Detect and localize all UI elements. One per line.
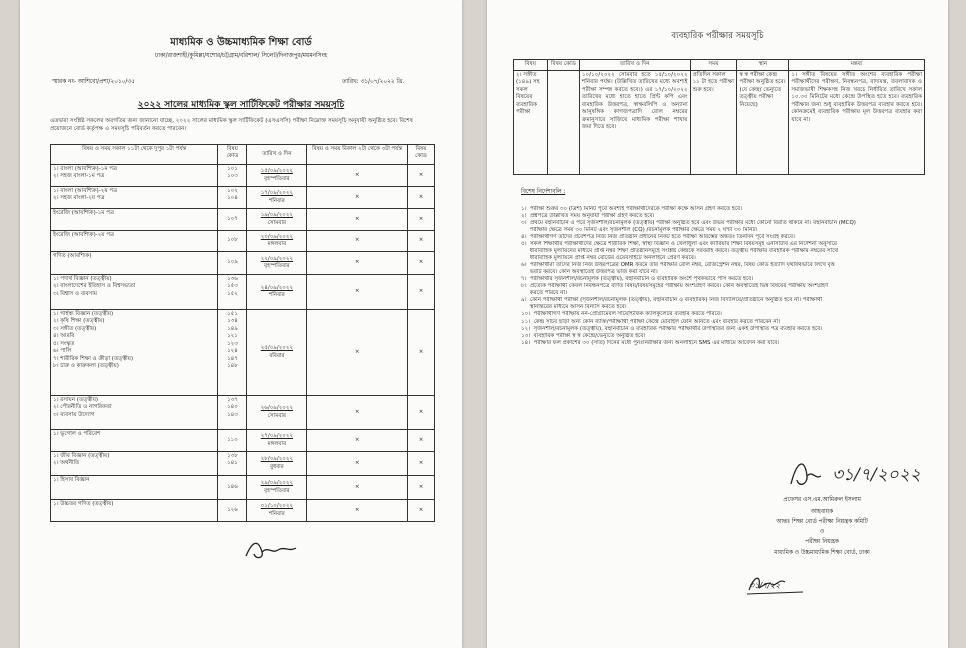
subject-name: ৭। শারীরিক শিক্ষা ও ক্রীড়া (তত্ত্বীয়) xyxy=(53,355,134,362)
instruction-line: ৭। পরীক্ষার্থীর সৃজনশীল/রচনামূলক (তত্ত্বীয়), বহুনির্বাচনি ও ব্যবহারিক অংশে পৃথকভাবে পাস করতে হবে। xyxy=(521,276,754,283)
exam-day: বুধবার xyxy=(269,463,284,470)
row-date xyxy=(247,310,307,396)
subject-name: ৫। সংস্কৃত xyxy=(53,340,75,347)
instruction-line: স্থানান্তরের মাধ্যমে আসন বিন্যাস করতে হবে। xyxy=(521,304,627,311)
signature-date: ৩১/৭/২০২২ xyxy=(832,465,921,485)
header-date: তারিখ ও দিন xyxy=(579,60,690,71)
practical-date: ১০/১০/২০২২ সোমবার হতে ১৫/১০/২০২২ শনিবার পর্যন্ত। (উল্লিখিত তারিখের মধ্যে অবশ্যই পরীক্ষা সম্পন্ন করতে হবে।) এর ১৭/১০/২০২২ তারিখের মধ্যে হাতে হাতে প্রিন্ট কপি এবং ব্যবহারিক উত্তরপত্র, স্বাক্ষরলিপি ও অন্যান্য আনুষঙ্গিক কাগজপত্রাদি রোল নম্বরের ক্রমানুসারে সাজিয়ে মাধ্যমিক পরীক্ষা শাখায় জমা দিতে হবে। xyxy=(579,70,690,174)
board-title: মাধ্যমিক ও উচ্চমাধ্যমিক শিক্ষা বোর্ড xyxy=(170,37,312,48)
afternoon-cross-mark: × xyxy=(307,430,408,452)
afternoon-cross-mark: × xyxy=(307,310,408,396)
row-subjects xyxy=(51,252,218,275)
exam-day: সোমবার xyxy=(267,219,286,226)
subject-code: ১৫১ xyxy=(227,311,238,317)
exam-date: ০১/১০/২০২২ xyxy=(260,503,294,510)
exam-day: শনিবার xyxy=(268,292,285,298)
row-codes xyxy=(218,187,247,209)
subject-code: ১০১ xyxy=(227,166,238,172)
practical-subject: ২। সঙ্গীত (১৪৯) সহ সকল বিষয়ের ব্যবহারিক পরীক্ষা xyxy=(514,70,548,174)
exam-day: মঙ্গলবার xyxy=(267,241,287,247)
row-codes xyxy=(218,231,247,252)
signatory-role-2: আন্তঃ শিক্ষা বোর্ড পরীক্ষা নিয়ন্ত্রক কমিটি xyxy=(776,519,868,525)
schedule-row xyxy=(51,209,435,231)
instruction-line: ৯। কোন পরীক্ষার্থী পরীক্ষা (সৃজনশীল/রচনামূলক (তত্ত্বীয়), বহুনির্বাচনি ও ব্যবহারিক) নিজ বিদ্যালয়ে/প্রতিষ্ঠানে অনুষ্ঠিত হবে না। পরীক্ষার্থী xyxy=(521,297,823,304)
afternoon-cross-mark: × xyxy=(307,452,408,476)
schedule-row xyxy=(51,310,435,396)
practical-table xyxy=(513,59,925,175)
row-date xyxy=(247,452,307,476)
exam-date: ২৪/০৯/২০২২ xyxy=(260,284,294,291)
subject-code: ১৩৬ xyxy=(227,276,238,282)
row-codes xyxy=(218,452,247,476)
afternoon-code-cross-mark: × xyxy=(408,209,435,231)
row-subjects xyxy=(51,430,218,452)
subject-name: ১। বাংলা (আবশ্যিক)-২য় পত্র xyxy=(53,188,118,194)
subject-code: ১২৩ xyxy=(227,340,238,347)
header-code: বিষয় কোড xyxy=(218,145,247,165)
instruction-line: ১২। সৃজনশীল/রচনামূলক (তত্ত্বীয়), বহুনির্বাচনি ও ব্যবহারিক পরীক্ষায় পরীক্ষার্থীর উপস্থিতির জন্য একই উপস্থিতি পত্র ব্যবহার করতে হবে। xyxy=(521,325,823,332)
exam-date: ২০/০৯/২০২২ xyxy=(260,233,294,240)
afternoon-cross-mark: × xyxy=(307,275,408,310)
row-subjects xyxy=(51,396,218,430)
header-time: সময় xyxy=(690,60,737,71)
instruction-line: ধারাবাহিক মূল্যায়নে প্রাপ্ত নম্বর বোর্ডের ওয়েবসাইটে অনলাইনে প্রেরণ করবে। xyxy=(521,255,696,262)
practical-place: স্ব স্ব পরীক্ষা কেন্দ্র পরীক্ষা অনুষ্ঠিত হবে। (যে কেন্দ্র/ ভেন্যুতে তত্ত্বীয় পরীক্ষা নিয়েছে) xyxy=(737,70,789,174)
row-codes xyxy=(218,430,247,452)
row-date xyxy=(247,187,307,209)
schedule-row xyxy=(51,500,435,522)
header-place: স্থান xyxy=(737,60,789,71)
signatory-role-4: পরীক্ষা নিয়ন্ত্রক xyxy=(805,539,839,545)
intro-paragraph: এতদ্বারা সংশ্লিষ্ট সকলের অবগতির জন্য জানানো যাচ্ছে, ২০২২ সালের মাধ্যমিক স্কুল সার্টিফিকেট (এসএসসি) পরীক্ষা নিম্নোক্ত সময়সূচি অনুযায়ী অনুষ্ঠিত হবে। বিশেষ প্রয়োজনে বোর্ড কর্তৃপক্ষ এ সময়সূচি পরিবর্তন করতে পারবেন। xyxy=(50,118,413,132)
schedule-row xyxy=(51,396,435,430)
schedule-row xyxy=(51,231,435,252)
subject-name: ৩। বিশ্বাস ও ব্যবসায় xyxy=(53,290,98,297)
instruction-line: পরীক্ষার ক্ষেত্রে সময় ৩০ মিনিট এবং সৃজনশীল (CQ) /রচনামূলক পরীক্ষার ক্ষেত্রে সময় ২ ঘণ্টা ৩০ মিনিট। xyxy=(521,227,758,234)
subject-code: ১০২ xyxy=(227,188,238,194)
instruction-line: ১৩। ব্যবহারিক পরীক্ষা স্ব স্ব কেন্দ্রে/ভেন্যুতে অনুষ্ঠিত হবে। xyxy=(521,332,646,339)
subject-code: ১১০ xyxy=(227,436,238,443)
afternoon-code-cross-mark: × xyxy=(408,187,435,209)
instruction-line: ৫। সকল শিক্ষার্থীর পরীক্ষার্থীদের ক্ষেত্রে শারীরিক শিক্ষা, স্বাস্থ্য বিজ্ঞান ও খেলাধুলা এবং ক্যারিয়ার শিক্ষা বিষয়সমূহ এনসিটিবি এর নির্দেশনা অনুসারে xyxy=(521,241,837,248)
afternoon-code-cross-mark: × xyxy=(408,476,435,500)
header-code-2: বিষয় কোড xyxy=(408,145,435,165)
subject-name: ইংরেজি (আবশ্যিক)-১ম পত্র xyxy=(53,210,114,216)
row-subjects xyxy=(51,500,218,522)
bottom-initial-date: ৩১/৭/২২ xyxy=(749,581,781,590)
instruction-line: ভরাট করবে। কোন অবস্থাতেই উত্তরপত্র ভাঁজ করা যাবে না। xyxy=(521,269,658,276)
header-code: বিষয় কোড xyxy=(547,60,579,71)
instruction-line: ১১। কেন্দ্র সচিব ছাড়া অন্য কোন ব্যক্তি/পরীক্ষার্থী পরীক্ষা কেন্দ্রে মোবাইল ফোন আনতে এবং ব্যবহার করতে পারবেন না। xyxy=(521,318,781,325)
subject-name: ২। অর্থনীতি xyxy=(53,460,80,467)
signatory-name: প্রফেসর এস.এম.আমিরুল ইসলাম xyxy=(783,497,861,503)
row-date xyxy=(247,430,307,452)
schedule-row xyxy=(51,165,435,187)
afternoon-code-cross-mark: × xyxy=(408,231,435,252)
row-date xyxy=(247,165,307,187)
subject-code: ১৪৭ xyxy=(227,355,238,362)
subject-code: ১০৯ xyxy=(227,259,238,266)
exam-day: শনিবার xyxy=(268,510,285,517)
subject-name: ১। রসায়ন (তত্ত্বীয়) xyxy=(53,397,99,403)
subject-code: ১৪০ xyxy=(227,404,238,411)
schedule-row xyxy=(51,430,435,452)
exam-date: ২৭/০৯/২০২২ xyxy=(260,433,294,440)
theory-schedule-table xyxy=(50,144,435,522)
subject-code: ১৩৪ xyxy=(227,318,238,325)
instruction-line: ৬। পরীক্ষার্থীরা তাদের নিজ নিজ উত্তরপত্রের OMR ফরমে তার পরীক্ষার রোল নম্বর, রেজিস্ট্রেশন নম্বর, বিষয় কোড ইত্যাদি যথাযথভাবে লিখে বৃত্ত xyxy=(521,262,835,269)
exam-day: রবিবার xyxy=(269,352,285,359)
subject-name: ১। গার্হস্থ্য বিজ্ঞান (তত্ত্বীয়) xyxy=(53,311,114,317)
schedule-row xyxy=(51,252,435,275)
exam-date: ২৮/০৯/২০২২ xyxy=(260,456,294,463)
instruction-line: ১০। পরীক্ষার্থীগণ পরীক্ষায় নন-প্রোগ্রামেবল সায়েন্টিফিক ক্যালকুলেটর ব্যবহার করতে পারবে। xyxy=(521,311,722,318)
exam-date: ২৬/০৯/২০২২ xyxy=(260,405,294,412)
exam-date: ২২/০৯/২০২২ xyxy=(260,255,294,262)
subject-code: ১২৪ xyxy=(227,348,238,355)
practical-code xyxy=(547,70,579,174)
afternoon-code-cross-mark: × xyxy=(408,310,435,396)
exam-date: ১৫/০৯/২০২২ xyxy=(260,168,294,175)
exam-day: সোমবার xyxy=(267,412,286,419)
row-codes xyxy=(218,310,247,396)
exam-day: শনিবার xyxy=(268,197,285,204)
subject-code: ১৫৩ xyxy=(227,283,238,290)
exam-day: বৃহস্পতিবার xyxy=(264,175,290,182)
subject-name: ২। কৃষি শিক্ষা (তত্ত্বীয়) xyxy=(53,318,105,325)
memo-date: তারিখ: ৩১/০৭/২০২২ খ্রি. xyxy=(342,79,405,85)
subject-code: ১৪৩ xyxy=(227,411,238,418)
row-subjects xyxy=(51,310,218,396)
subject-code: ১৪৬ xyxy=(227,483,238,490)
schedule-heading: ২০২২ সালের মাধ্যমিক স্কুল সার্টিফিকেট পরীক্ষার সময়সূচি xyxy=(137,100,345,110)
row-date xyxy=(247,275,307,310)
instruction-line: ২। প্রশ্নপত্রে উল্লিখিত সময় অনুযায়ী পরীক্ষা গ্রহণ করতে হবে। xyxy=(521,213,655,220)
subject-name: ৩। ব্যবসায় উদ্যোগ xyxy=(53,411,95,418)
practical-remark: ১। সঙ্গীত বিষয়ের সঙ্গীত অংশের ব্যবহারিক পরীক্ষা পরীক্ষার্থীদের পরীক্ষণ, নিবন্ধনপত্র, বাদ্যযন্ত্র, তবলাবাদক ও সমাজভাষী শিক্ষকসহ নিজ খরচে নির্ধারিত তারিখে সকাল ১০.৩০ মিনিটের মধ্যে কেন্দ্রে উপস্থিত হতে হবে। ব্যবহারিক পরীক্ষার জন্য শুধু ব্যবহারিক উত্তরপত্র ব্যবহার করতে হবে। কোনক্রমেই ব্যবহারিক পরীক্ষায় মূল উত্তরপত্র ব্যবহার করা যাবে না। xyxy=(789,70,925,174)
subject-code: ১৪৮ xyxy=(227,362,238,369)
row-date xyxy=(247,396,307,430)
exam-day: বৃহস্পতিবার xyxy=(264,263,290,269)
subject-code: ১০৭ xyxy=(227,215,238,222)
row-subjects xyxy=(51,275,218,310)
row-codes xyxy=(218,396,247,430)
subject-code: ১৪১ xyxy=(227,460,238,467)
subject-code: ১৩৮ xyxy=(227,453,238,459)
subject-name: ১। পদার্থ বিজ্ঞান (তত্ত্বীয়) xyxy=(53,276,112,282)
signature-initial xyxy=(242,532,302,564)
afternoon-cross-mark: × xyxy=(307,500,408,522)
row-date xyxy=(247,252,307,275)
instruction-line: করতে পারবে না। xyxy=(521,290,567,297)
subject-code: ১২৬ xyxy=(227,506,238,513)
subject-code: ১০৪ xyxy=(227,195,238,202)
instruction-line: ১। পরীক্ষা শুরুর ৩০ (ত্রিশ) মিনিট পূর্বে অবশ্যই পরীক্ষার্থীদেরকে পরীক্ষা কক্ষে আসন গ্রহণ করতে হবে। xyxy=(521,206,743,212)
header-date-day: তারিখ ও দিন xyxy=(247,145,307,165)
header-subject: বিষয় xyxy=(514,60,548,71)
afternoon-code-cross-mark: × xyxy=(408,165,435,187)
afternoon-code-cross-mark: × xyxy=(408,396,435,430)
exam-date: ২৯/০৯/২০২২ xyxy=(260,480,294,487)
row-subjects xyxy=(51,231,218,252)
row-subjects xyxy=(51,187,218,209)
afternoon-cross-mark: × xyxy=(307,209,408,231)
schedule-row xyxy=(51,187,435,209)
header-subject-afternoon: বিষয় ও সময় বিকাল ২টা থেকে ৩টা পর্যন্ত xyxy=(307,145,408,165)
instruction-line: ৪। পরীক্ষার্থীগণ তাদের প্রবেশপত্র নিজ নিজ প্রতিষ্ঠান প্রধানের নিকট হতে পরীক্ষা আরম্ভের অন্ততঃ তিনদিন পূর্বে সংগ্রহ করবে। xyxy=(521,234,795,241)
row-codes xyxy=(218,209,247,231)
subject-name: ১। বাংলা (আবশ্যিক)-১ম পত্র xyxy=(53,166,117,172)
row-codes xyxy=(218,275,247,310)
schedule-row xyxy=(51,275,435,310)
subject-name: ১। জীব বিজ্ঞান (তত্ত্বীয়) xyxy=(53,453,110,459)
row-subjects xyxy=(51,452,218,476)
row-date xyxy=(247,476,307,500)
subject-name: ২। সহজ বাংলা-২য় পত্র xyxy=(53,195,105,202)
instructions-title: বিশেষ নির্দেশাবলি : xyxy=(521,189,566,195)
afternoon-cross-mark: × xyxy=(307,165,408,187)
subject-name: ৮। চারু ও কারুকলা (তত্ত্বীয়) xyxy=(53,362,119,369)
instruction-line: ১৪। পরীক্ষার ফল প্রকাশের ৩০ (সাত) দিনের মধ্যে পুনঃনিরীক্ষার জন্য অনলাইনে SMS এর মাধ্যমে আবেদন করা যাবে। xyxy=(521,339,780,346)
row-subjects xyxy=(51,476,218,500)
afternoon-code-cross-mark: × xyxy=(408,252,435,275)
subject-name: ১। ভূগোল ও পরিবেশ xyxy=(53,431,101,437)
subject-name: গণিত (আবশ্যিক) xyxy=(53,253,92,259)
afternoon-cross-mark: × xyxy=(307,396,408,430)
subject-code: ১৩৭ xyxy=(227,397,238,403)
row-codes xyxy=(218,165,247,187)
subject-name: ১। উচ্চতর গণিত (তত্ত্বীয়) xyxy=(53,501,114,507)
afternoon-code-cross-mark: × xyxy=(408,430,435,452)
row-subjects xyxy=(51,165,218,187)
subject-code: ১০৩ xyxy=(227,173,238,180)
exam-date: ১৯/০৯/২০২২ xyxy=(260,212,294,219)
row-subjects xyxy=(51,209,218,231)
row-date xyxy=(247,231,307,252)
subject-name: ২। সহজ বাংলা-১ম পত্র xyxy=(53,173,105,180)
afternoon-cross-mark: × xyxy=(307,187,408,209)
subject-name: ৩। সঙ্গীত (তত্ত্বীয়) xyxy=(53,325,97,332)
exam-date: ১৭/০৯/২০২২ xyxy=(260,190,294,197)
row-codes xyxy=(218,476,247,500)
instruction-line: ৩। প্রথমে বহুনির্বাচনি ও পরে সৃজনশীল/রচনামূলক (তত্ত্বীয়) পরীক্ষা অনুষ্ঠিত হবে এবং উভয় পরীক্ষার মধ্যে কোনো বিরতি থাকবে না। বহুনির্বাচনি (MCQ) xyxy=(521,220,856,227)
exam-schedule-page xyxy=(20,0,462,648)
subject-code: ১০৮ xyxy=(227,237,238,244)
afternoon-code-cross-mark: × xyxy=(408,500,435,522)
exam-day: বৃহস্পতিবার xyxy=(264,487,290,494)
row-codes xyxy=(218,252,247,275)
signatory-role-1: আহবায়ক xyxy=(810,509,834,515)
practical-title: ব্যবহারিক পরীক্ষার সময়সূচি xyxy=(671,31,764,41)
subject-name: ৬। পালি xyxy=(53,348,72,355)
header-subject-morning: বিষয় ও সময় সকাল ১১টা থেকে দুপুর ১টা পর্যন্ত xyxy=(51,145,218,165)
instruction-line: ৮। প্রত্যেক পরীক্ষার্থী কেবল নিবন্ধনপত্রে বর্ণিত বিষয়/বিষয়সমূহের পরীক্ষায় অংশগ্রহণ করবে। কোন অবস্থাতেই ভিন্ন বিষয়ের পরীক্ষায় অংশগ্রহণ xyxy=(521,283,829,290)
afternoon-cross-mark: × xyxy=(307,252,408,275)
subject-name: ২। বাংলাদেশের ইতিহাস ও বিশ্বসভ্যতা xyxy=(53,283,136,290)
memo-number: স্মারক নং- আশিবো/প্রশা/২০১০/৩৫ xyxy=(52,79,135,85)
subject-name: ১। হিসাব বিজ্ঞান xyxy=(53,477,90,483)
board-cities: ঢাকা/রাজশাহী/কুমিল্লা/যশোর/চট্টগ্রাম/বরিশাল/ সিলেট/দিনাজপুর/ময়মনসিংহ xyxy=(154,53,328,59)
afternoon-code-cross-mark: × xyxy=(408,452,435,476)
signatory-role-5: মাধ্যমিক ও উচ্চমাধ্যমিক শিক্ষা বোর্ড, ঢাকা xyxy=(774,550,870,556)
subject-name: ইংরেজি (আবশ্যিক)-২য় পত্র xyxy=(53,232,115,238)
signatory-role-3: ও xyxy=(819,529,825,535)
afternoon-code-cross-mark: × xyxy=(408,275,435,310)
exam-day: মঙ্গলবার xyxy=(267,440,287,447)
row-codes xyxy=(218,500,247,522)
afternoon-cross-mark: × xyxy=(307,231,408,252)
exam-date: ২৫/০৯/২০২২ xyxy=(260,345,294,352)
schedule-row xyxy=(51,476,435,500)
subject-code: ১২১ xyxy=(227,333,238,340)
row-date xyxy=(247,209,307,231)
subject-name: ২। পৌরনীতি ও নাগরিকতা xyxy=(53,404,112,411)
instruction-line: ধারাবাহিক মূল্যায়নের মাধ্যমে প্রাপ্ত নম্বর শিক্ষা প্রতিষ্ঠানসমূহে সংশ্লিষ্ট কেন্দ্রকে সরবরাহ করবে। তত্ত্বীয় পরীক্ষার ব্যবহারিক পরীক্ষার নম্বরের সাথে xyxy=(521,248,838,255)
row-date xyxy=(247,500,307,522)
header-remark: মন্তব্য xyxy=(789,60,925,71)
instructions-list xyxy=(521,206,926,347)
practical-time: প্রতিদিন সকাল ১১ টা হতে পরীক্ষা শুরু হবে। xyxy=(690,70,737,174)
practical-schedule-page xyxy=(487,0,948,648)
schedule-row xyxy=(51,452,435,476)
subject-code: ১৪৯ xyxy=(227,325,238,332)
subject-code: ১৫২ xyxy=(227,290,238,297)
subject-name: ৪। আরবি xyxy=(53,333,75,340)
afternoon-cross-mark: × xyxy=(307,476,408,500)
